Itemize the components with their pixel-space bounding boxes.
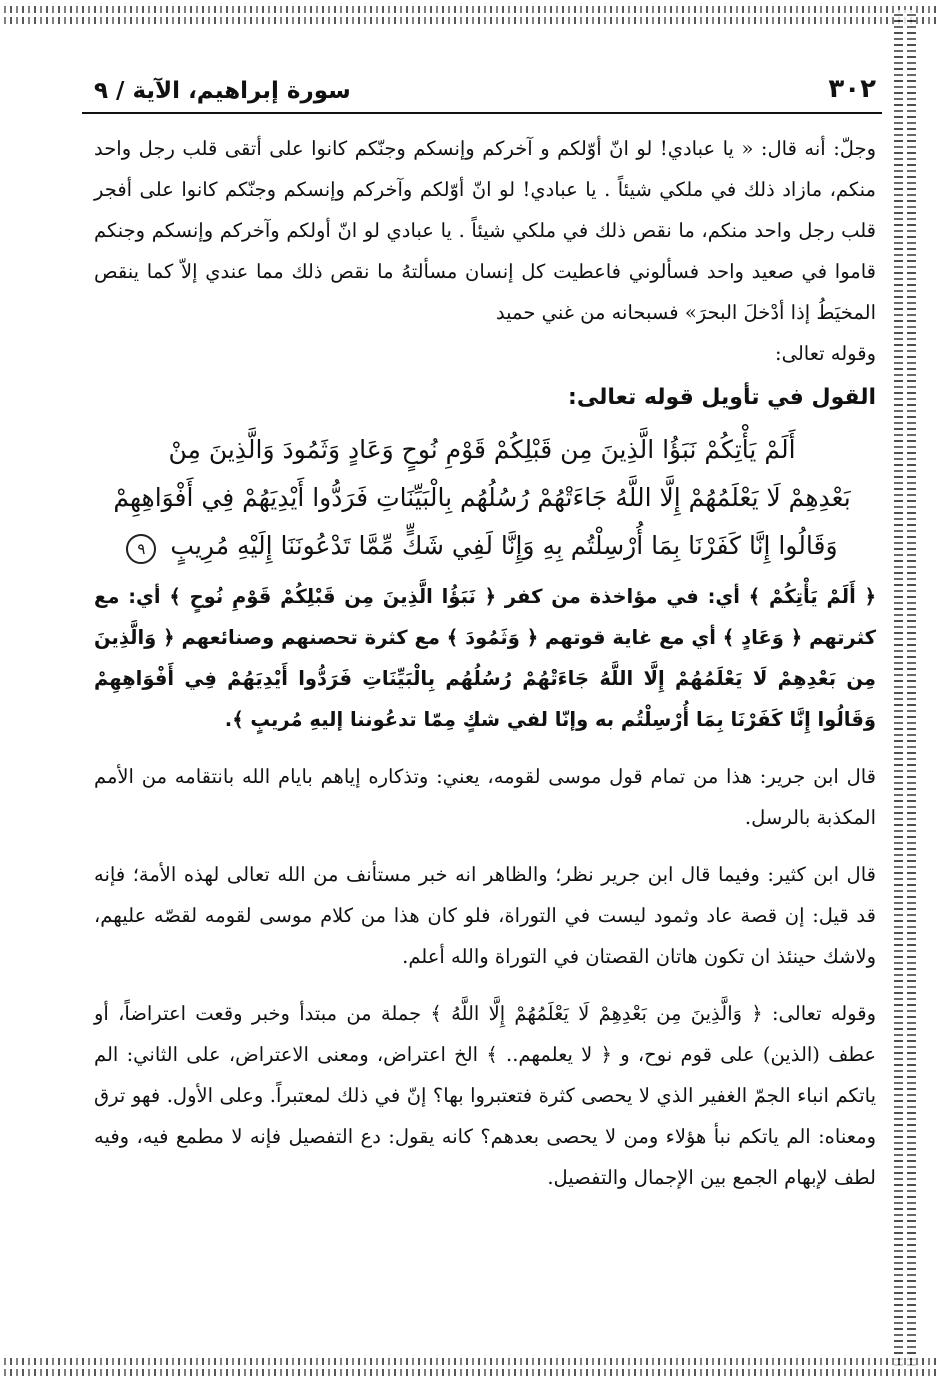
quran-line xyxy=(92,522,872,570)
page-content xyxy=(82,64,882,1198)
paragraph-hadith: وجلّ: أنه قال: « يا عبادي! لو انّ أوّلكم و آخركم وإنسكم وجنّكم كانوا على أتقى قلب رجل واحد منكم، مازاد ذلك في ملكي شيئاً . يا عبادي! لو انّ أوّلكم وآخركم وإنسكم وجنّكم كانوا على أفجر قلب رجل واحد منكم، ما نقص ذلك في ملكي شيئاً . يا عبادي لو انّ أولكم وآخركم وإنسكم وجنكم قاموا في صعيد واحد فسألوني فاعطيت كل إنسان مسألتهُ ما نقص ذلك مما عندي إلاّ كما ينقص المخيَطُ إذا أدْخلَ البحرَ» فسبحانه من غني حميد xyxy=(94,137,876,324)
paragraph-ibn-jarir: قال ابن جرير: هذا من تمام قول موسى لقومه، يعني: وتذكاره إياهم بايام الله بانتقامه من الأمم المكذبة بالرسل. xyxy=(94,765,876,829)
paragraph-ibn-kathir: قال ابن كثير: وفيما قال ابن جرير نظر؛ والظاهر انه خبر مستأنف من الله تعالى لهذه الأمة؛ فإنه قد قيل: إن قصة عاد وثمود ليست في التوراة، فلو كان هذا من كلام موسى لقومه لقصّه عليهم، ولاشك حينئذ ان تكون هاتان القصتان في التوراة والله أعلم. xyxy=(94,863,876,968)
quran-line: أَلَمْ يَأْتِكُمْ نَبَؤُا الَّذِينَ مِن قَبْلِكُمْ قَوْمِ نُوحٍ وَعَادٍ وَثَمُودَ وَالَّذِينَ مِنْ xyxy=(168,435,796,464)
paragraph-explanation: وقوله تعالى: ﴿ وَالَّذِينَ مِن بَعْدِهِمْ لَا يَعْلَمُهُمْ إِلَّا اللَّهُ ﴾ جملة من مبتدأ وخبر وقعت اعتراضاً، أو عطف (الذين) على قوم نوح، و ﴿ لا يعلمهم.. ﴾ الخ اعتراض، ومعنى الاعتراض، على الثاني: الم ياتكم انباء الجمّ الغفير الذي لا يحصى كثرة فتعتبروا بها؟ إنّ في ذلك لمعتبراً. وعلى الأول. فهو ترق ومعناه: الم ياتكم نبأ هؤلاء ومن لا يحصى بعدهم؟ كانه يقول: دع التفصيل فإنه لا مطمع فيه، وفيه لطف لإبهام الجمع بين الإجمال والتفصيل. xyxy=(94,1002,876,1189)
verse-number-marker: ٩ xyxy=(126,534,156,564)
page-number: ٣٠٢ xyxy=(828,74,876,104)
decorative-border-right xyxy=(894,10,916,1370)
section-heading: القول في تأويل قوله تعالى: xyxy=(568,385,876,410)
page-header xyxy=(82,64,882,114)
quran-verse-block xyxy=(82,420,882,576)
page-title: سورة إبراهيم، الآية / ٩ xyxy=(94,78,351,104)
quran-line-text: وَقَالُوا إِنَّا كَفَرْنَا بِمَا أُرْسِلْتُم بِهِ وَإِنَّا لَفِي شَكٍّ مِّمَّا تَدْعُونَنَا إِلَيْهِ مُرِيبٍ xyxy=(170,531,838,560)
decorative-border-top xyxy=(0,6,936,24)
intro-line: وقوله تعالى: xyxy=(775,342,876,365)
paragraph-commentary: ﴿ أَلَمْ يَأْتِكُمْ ﴾ أي: في مؤاخذة من كفر ﴿ نَبَؤُا الَّذِينَ مِن قَبْلِكُمْ قَوْمِ نُوحٍ ﴾ أي: مع كثرتهم ﴿ وَعَادٍ ﴾ أي مع غاية قوتهم ﴿ وَثَمُودَ ﴾ مع كثرة تحصنهم وصنائعهم ﴿ وَالَّذِينَ مِن بَعْدِهِمْ لَا يَعْلَمُهُمْ إِلَّا اللَّهُ جَاءَتْهُمْ رُسُلُهُم بِالْبَيِّنَاتِ فَرَدُّوا أَيْدِيَهُمْ فِي أَفْوَاهِهِمْ وَقَالُوا إِنَّا كَفَرْنَا بِمَا أُرْسِلْتُم به وإنّا لفي شكٍ مِمّا تدعُوننا إليهِ مُريبٍ ﴾. xyxy=(94,585,876,731)
decorative-border-bottom xyxy=(0,1358,936,1376)
quran-line: بَعْدِهِمْ لَا يَعْلَمُهُمْ إِلَّا اللَّهُ جَاءَتْهُمْ رُسُلُهُم بِالْبَيِّنَاتِ فَرَدُّوا أَيْدِيَهُمْ فِي أَفْوَاهِهِمْ xyxy=(113,483,851,512)
